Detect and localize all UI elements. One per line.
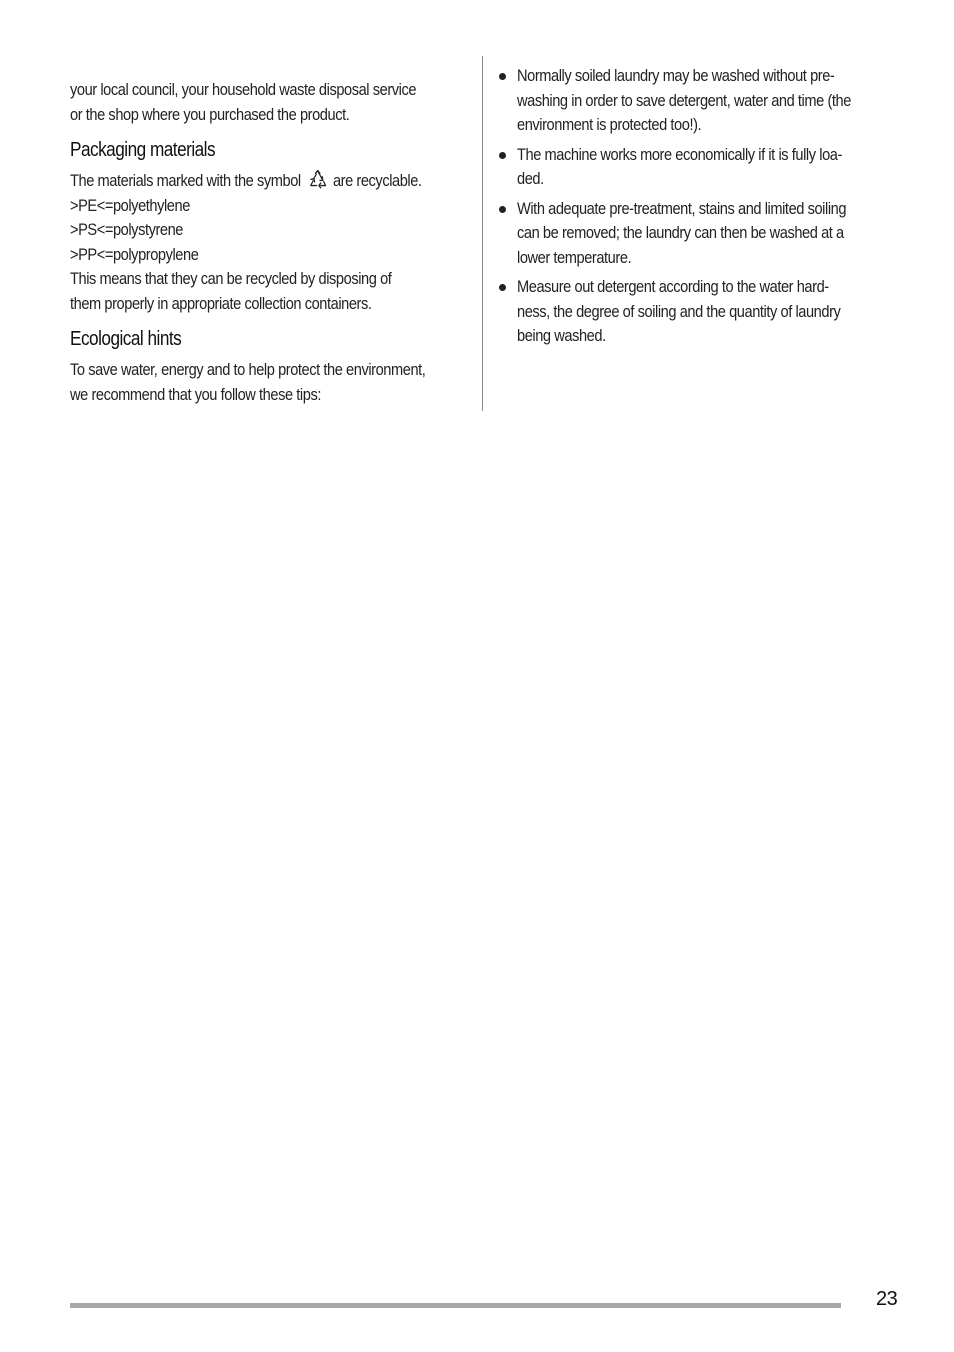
footer-rule: [70, 1303, 841, 1308]
bullet-icon: [499, 284, 506, 291]
recycle-icon: [308, 169, 327, 191]
intro-paragraph: [70, 78, 472, 127]
bullet-icon: [499, 152, 506, 159]
bullet-icon: [499, 73, 506, 80]
ecological-heading: Ecological hints: [70, 328, 182, 350]
packaging-closing-line: them properly in appropriate collection containers.: [70, 293, 372, 313]
list-item: The machine works more economically if it is fully loa- ded.: [497, 143, 897, 192]
ecological-line: To save water, energy and to help protect the environment,: [70, 360, 426, 379]
left-column: [70, 78, 472, 407]
symbol-line-before: The materials marked with the symbol: [70, 171, 301, 190]
tips-list: [497, 64, 897, 349]
material-pe: >PE<=polyethylene: [70, 195, 190, 215]
right-column: [497, 64, 897, 354]
material-ps: >PS<=polystyrene: [70, 220, 184, 239]
ecological-line: we recommend that you follow these tips:: [70, 384, 321, 404]
column-divider: [482, 56, 483, 411]
page-number: 23: [876, 1288, 898, 1310]
intro-line: your local council, your household waste disposal service: [70, 80, 417, 99]
list-item: Normally soiled laundry may be washed without pre- washing in order to save detergent, water and time (the environment is protected too!).: [497, 64, 897, 138]
packaging-heading: Packaging materials: [70, 139, 216, 161]
material-pp: >PP<=polypropylene: [70, 244, 199, 264]
list-item: With adequate pre-treatment, stains and limited soiling can be removed; the laundry can then be washed at a lower temperature.: [497, 197, 897, 271]
ecological-paragraph: [70, 358, 472, 407]
intro-line: or the shop where you purchased the product.: [70, 104, 350, 124]
symbol-line-after: are recyclable.: [332, 171, 422, 190]
symbol-line: [70, 169, 474, 194]
list-item: Measure out detergent according to the water hard- ness, the degree of soiling and the quantity of laundry being washed.: [497, 275, 897, 349]
bullet-icon: [499, 206, 506, 213]
packaging-paragraph: [70, 169, 472, 316]
packaging-closing-line: This means that they can be recycled by disposing of: [70, 269, 392, 288]
